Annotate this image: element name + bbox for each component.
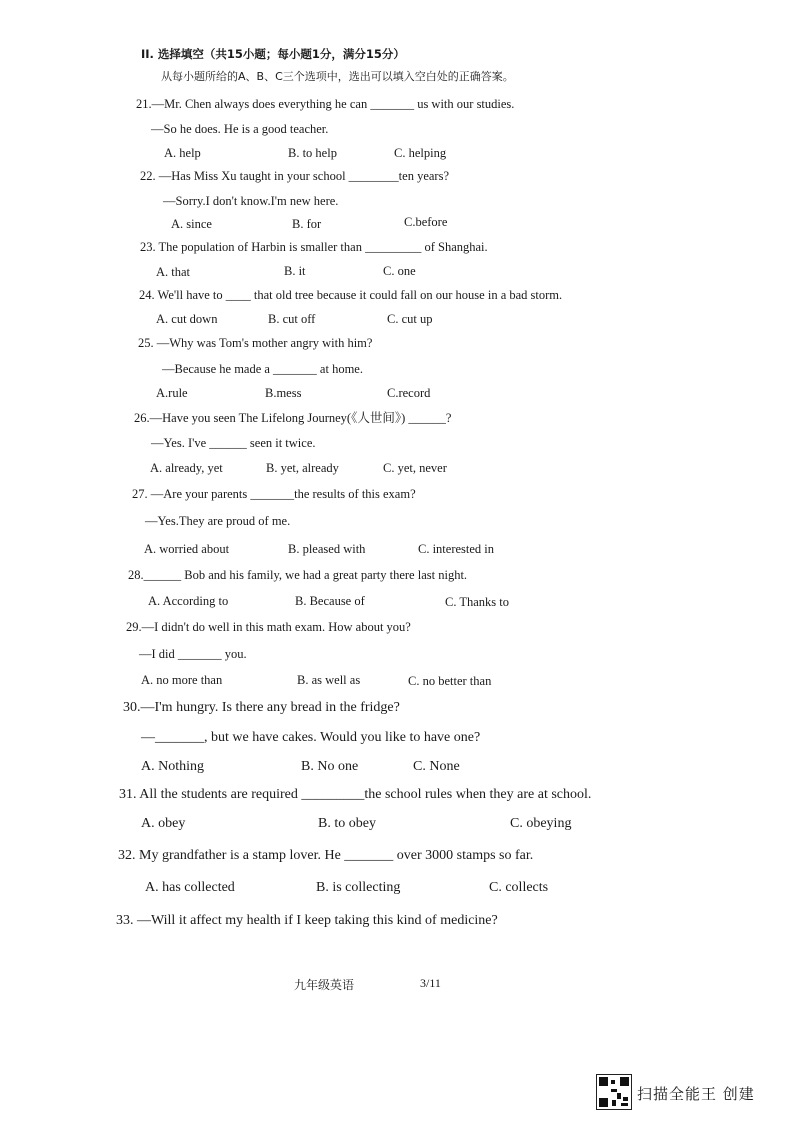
option-a: A. help (164, 146, 201, 160)
option-b: B. to obey (318, 816, 376, 831)
question-line: —I didn't do well in this math exam. How about you? (141, 620, 411, 634)
option-c: C. interested in (418, 542, 495, 556)
question-25 (138, 335, 372, 351)
option-b: B. cut off (268, 312, 316, 326)
question-26 (134, 410, 451, 426)
question-number: 23. (140, 240, 156, 254)
question-number: 28. (128, 568, 144, 582)
question-line: —Yes.They are proud of me. (145, 514, 291, 528)
option-b: B. to help (288, 146, 337, 160)
scanner-watermark-text: 扫描全能王 创建 (637, 1085, 755, 1103)
option-b: B.mess (265, 386, 302, 400)
option-b: B. for (292, 217, 322, 231)
option-a: A. already, yet (150, 461, 223, 475)
option-c: C. one (383, 264, 416, 278)
question-32 (118, 848, 533, 864)
footer-subject: 九年级英语 (294, 978, 355, 992)
question-line: ______ Bob and his family, we had a great party there last night. (143, 568, 468, 582)
option-a: A. no more than (141, 673, 223, 687)
option-c: C. None (413, 759, 460, 774)
option-c: C. collects (489, 880, 549, 895)
question-21 (136, 96, 514, 112)
question-line: —I did _______ you. (139, 647, 247, 661)
question-line: —Are your parents _______the results of this exam? (150, 487, 416, 501)
option-a: A. cut down (156, 312, 218, 326)
question-line: —So he does. He is a good teacher. (151, 122, 329, 136)
option-b: B. Because of (295, 594, 365, 608)
question-28 (128, 567, 467, 583)
option-c: C.before (404, 215, 448, 229)
footer-page-number: 3/11 (420, 976, 441, 990)
question-number: 21. (136, 97, 152, 111)
question-line: The population of Harbin is smaller than _________ of Shanghai. (158, 240, 488, 254)
question-line: —Because he made a _______ at home. (162, 362, 363, 376)
question-27 (132, 486, 416, 502)
question-number: 27. (132, 487, 148, 501)
qr-code-icon (596, 1074, 632, 1110)
question-number: 33. (116, 913, 134, 928)
question-line: —Have you seen The Lifelong Journey(《人世间》) ______? (149, 411, 452, 425)
question-line: We'll have to ____ that old tree because it could fall on our house in a bad storm. (157, 288, 563, 302)
option-a: A.rule (156, 386, 188, 400)
option-c: C. yet, never (383, 461, 447, 475)
option-b: B. No one (301, 759, 359, 774)
section-title: II. 选择填空（共15小题；每小题1分，满分15分） (141, 47, 405, 61)
option-b: B. it (284, 264, 306, 278)
option-b: B. is collecting (316, 880, 401, 895)
question-number: 30. (123, 700, 141, 715)
question-number: 31. (119, 787, 137, 802)
section-instruction: 从每小题所给的A、B、C三个选项中，选出可以填入空白处的正确答案。 (161, 70, 514, 83)
question-number: 25. (138, 336, 154, 350)
option-a: A. has collected (145, 880, 235, 895)
option-b: B. as well as (297, 673, 361, 687)
question-line: —Sorry.I don't know.I'm new here. (163, 194, 339, 208)
option-a: A. that (156, 265, 191, 279)
question-30 (123, 700, 400, 716)
question-line: —Mr. Chen always does everything he can _______ us with our studies. (151, 97, 515, 111)
question-line: All the students are required _________the school rules when they are at school. (139, 787, 592, 802)
question-line: —_______, but we have cakes. Would you like to have one? (141, 730, 481, 745)
option-c: C. Thanks to (445, 595, 510, 609)
question-line: My grandfather is a stamp lover. He _______ over 3000 stamps so far. (139, 848, 534, 863)
option-a: A. obey (141, 816, 186, 831)
question-24 (139, 287, 562, 303)
question-line: —Will it affect my health if I keep taking this kind of medicine? (137, 913, 498, 928)
question-line: —Has Miss Xu taught in your school ________ten years? (158, 169, 449, 183)
question-31 (119, 787, 591, 803)
option-c: C. no better than (408, 674, 492, 688)
question-33 (116, 913, 498, 929)
option-c: C. cut up (387, 312, 433, 326)
option-c: C. obeying (510, 816, 572, 831)
question-number: 29. (126, 620, 142, 634)
question-line: —I'm hungry. Is there any bread in the fridge? (140, 700, 400, 715)
question-29 (126, 619, 411, 635)
question-number: 26. (134, 411, 150, 425)
option-a: A. since (171, 217, 212, 231)
option-a: A. worried about (144, 542, 230, 556)
option-c: C.record (387, 386, 431, 400)
question-number: 24. (139, 288, 155, 302)
question-number: 32. (118, 848, 136, 863)
question-22 (140, 168, 449, 184)
question-line: —Yes. I've ______ seen it twice. (151, 436, 316, 450)
option-a: A. Nothing (141, 759, 204, 774)
option-c: C. helping (394, 146, 447, 160)
question-number: 22. (140, 169, 156, 183)
question-23 (140, 239, 488, 255)
question-line: —Why was Tom's mother angry with him? (156, 336, 373, 350)
option-b: B. pleased with (288, 542, 366, 556)
option-a: A. According to (148, 594, 229, 608)
option-b: B. yet, already (266, 461, 339, 475)
